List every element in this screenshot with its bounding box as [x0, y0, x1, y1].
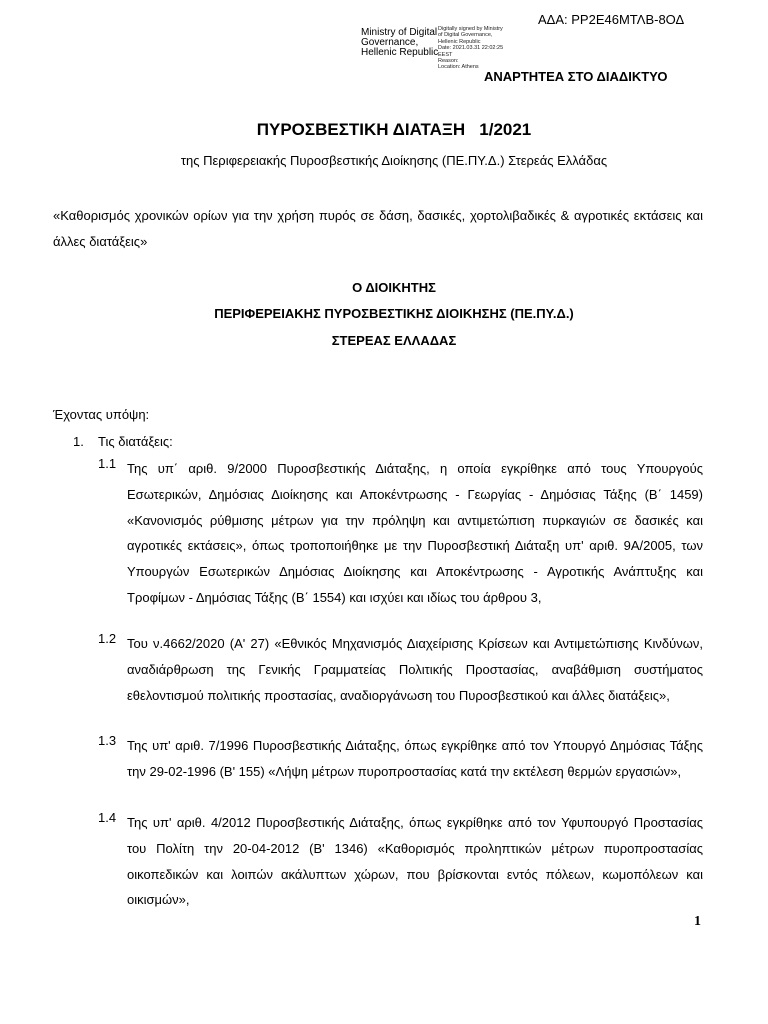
signature-detail-line: Digitally signed by Ministry: [438, 26, 503, 32]
page-number: 1: [694, 914, 701, 929]
document-title: ΠΥΡΟΣΒΕΣΤΙΚΗ ΔΙΑΤΑΞΗ 1/2021: [256, 120, 532, 139]
publish-notice: ΑΝΑΡΤΗΤΕΑ ΣΤΟ ΔΙΑΔΙΚΤΥΟ: [484, 69, 668, 84]
subitem-number: 1.1: [98, 456, 117, 471]
signature-detail-line: Reason:: [438, 58, 459, 65]
signature-org-line: Ministry of Digital: [361, 27, 438, 38]
subitem-text: Της υπ΄ αριθ. 9/2000 Πυροσβεστικής Διάταξης, η οποία εγκρίθηκε από τους Υπουργούς Εσωτερικών, Δημόσιας Διοίκησης και Αποκέντρωσης - Γεωργίας - Δημόσιας Τάξης (Β΄ 1459) «Κανονισμός ρύθμισης μέτρων για την πρόληψη και αντιμετώπιση πυρκαγιών σε δασικές και αγροτικές εκτάσεις», όπως τροποποιήθηκε με την Πυροσβεστική Διάταξη υπ' αριθ. 9Α/2005, των Υπουργών Εσωτερικών Δημόσιας Διοίκησης και Αποκέντρωσης - Αγροτικής Ανάπτυξης και Τροφίμων - Δημόσιας Τάξης (Β΄ 1554) και ισχύει και ιδίως του άρθρου 3,: [127, 461, 703, 605]
document-subject: «Καθορισμός χρονικών ορίων για την χρήση πυρός σε δάση, δασικές, χορτολιβαδικές & αγροτικές εκτάσεις και άλλες διατάξεις»: [53, 208, 703, 249]
heading-region: ΣΤΕΡΕΑΣ ΕΛΛΑΔΑΣ: [331, 333, 457, 348]
subitem-number: 1.4: [98, 810, 117, 825]
signature-org-line: Hellenic Republic: [361, 47, 439, 58]
subitem-text: Του ν.4662/2020 (Α' 27) «Εθνικός Μηχανισμός Διαχείρισης Κρίσεων και Αντιμετώπισης Κινδύνων, αναδιάρθρωση της Γενικής Γραμματείας Πολιτικής Προστασίας, αναβάθμιση συστήματος εθελοντισμού πολιτικής προστασίας, αναδιοργάνωση του Πυροσβεστικού και άλλες διατάξεις»,: [127, 636, 703, 703]
signature-detail-line: Date: 2021.03.31 22:02:25: [438, 45, 504, 52]
signature-detail-line: EEST: [438, 51, 453, 58]
subitem-text: Της υπ' αριθ. 4/2012 Πυροσβεστικής Διάταξης, όπως εγκρίθηκε από τον Υφυπουργό Προστασίας του Πολίτη την 20-04-2012 (Β' 1346) «Καθορισμός προληπτικών μέτρων πυροπροστασίας οικοπεδικών και λοιπών ακάλυπτων χώρων, που βρίσκονται εντός πόλεων, κωμοπόλεων και οικισμών»,: [127, 815, 703, 908]
document-subtitle: της Περιφερειακής Πυροσβεστικής Διοίκησης (ΠΕ.ΠΥ.Δ.) Στερεάς Ελλάδας: [180, 153, 608, 168]
considering-label: Έχοντας υπόψη:: [53, 407, 150, 422]
ada-code: ΑΔΑ: ΡΡ2Ε46ΜΤΛΒ-8ΟΔ: [538, 12, 685, 27]
signature-detail-line: Location: Athens: [438, 64, 479, 71]
signature-detail-line: of Digital Governance,: [438, 32, 493, 39]
signature-org-line: Governance,: [361, 37, 419, 48]
heading-commander: Ο ΔΙΟΙΚΗΤΗΣ: [352, 280, 436, 295]
signature-organization: [361, 28, 438, 58]
item-number: 1.: [73, 434, 84, 449]
signature-details: [438, 26, 503, 71]
subitem-number: 1.3: [98, 733, 117, 748]
subitem-number: 1.2: [98, 631, 117, 646]
heading-command-name: ΠΕΡΙΦΕΡΕΙΑΚΗΣ ΠΥΡΟΣΒΕΣΤΙΚΗΣ ΔΙΟΙΚΗΣΗΣ (ΠΕ.ΠΥ.Δ.): [214, 306, 574, 321]
item-text: Τις διατάξεις:: [98, 434, 173, 449]
subitem-text: Της υπ' αριθ. 7/1996 Πυροσβεστικής Διάταξης, όπως εγκρίθηκε από τον Υπουργό Δημόσιας Τάξης την 29-02-1996 (Β' 155) «Λήψη μέτρων πυροπροστασίας κατά την εκτέλεση θερμών εργασιών»,: [127, 738, 703, 779]
signature-detail-line: Hellenic Republic: [438, 38, 481, 45]
